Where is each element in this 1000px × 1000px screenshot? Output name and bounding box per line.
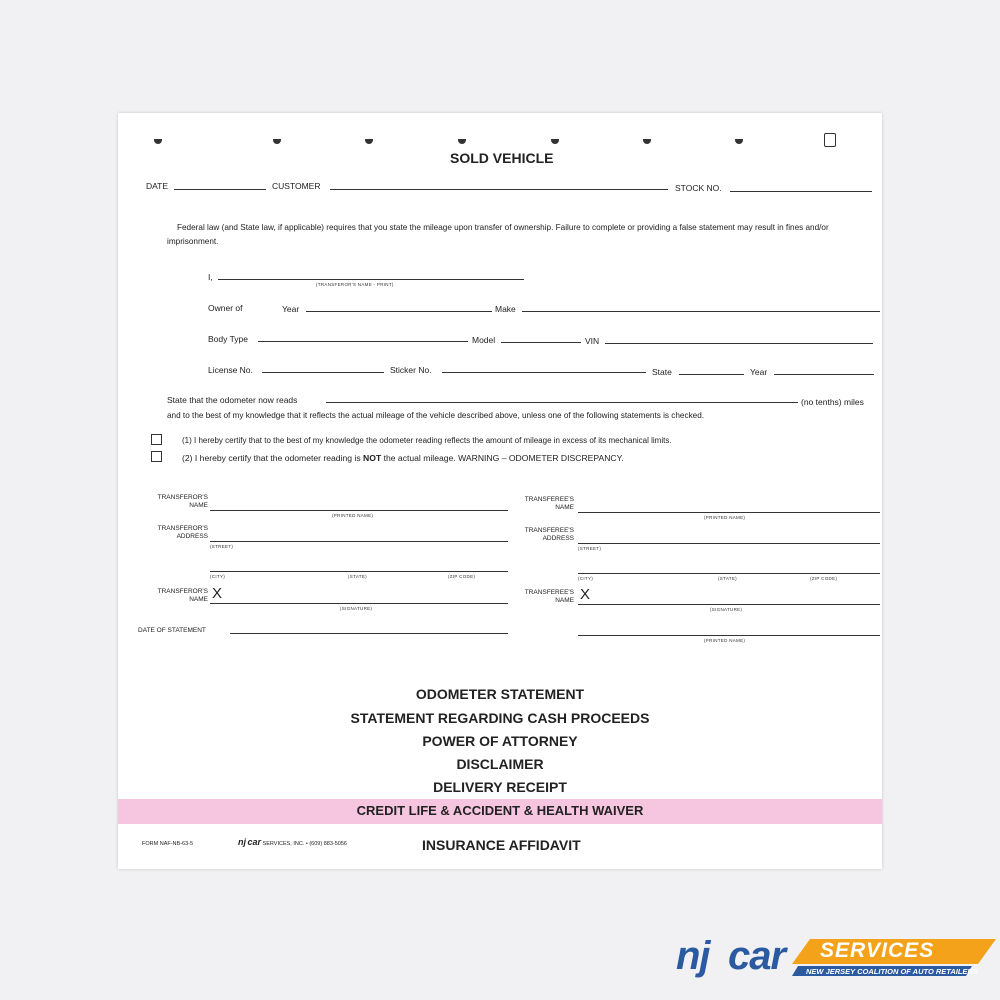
cert2-pre: (2) I hereby certify that the odometer reading is xyxy=(182,453,364,463)
cert2-text xyxy=(182,453,624,463)
vin-label: VIN xyxy=(585,336,600,346)
transferor-addr-l1: TRANSFEROR'S xyxy=(157,525,208,532)
body-type-label: Body Type xyxy=(208,334,249,344)
doc-insurance-affidavit: INSURANCE AFFIDAVIT xyxy=(422,837,581,853)
make-label: Make xyxy=(495,304,516,314)
punch-hole xyxy=(365,139,373,144)
transferor-street-field[interactable] xyxy=(210,541,508,542)
logo-services-text: SERVICES xyxy=(820,939,935,962)
punch-hole xyxy=(458,139,466,144)
state-field[interactable] xyxy=(679,374,744,375)
stock-no-field[interactable] xyxy=(730,191,872,192)
federal-law-notice: Federal law (and State law, if applicable) requires that you state the mileage upon transfer of ownership. Failure to complete or providing a false statement may result in fines and/or imprisonment. xyxy=(167,223,829,246)
state-label: State xyxy=(652,367,672,377)
punch-hole xyxy=(551,139,559,144)
date-of-statement-field[interactable] xyxy=(230,633,508,634)
transferor-signature-field[interactable] xyxy=(210,603,508,604)
doc-cash-proceeds: STATEMENT REGARDING CASH PROCEEDS xyxy=(350,710,650,726)
odometer-reads-label: State that the odometer now reads xyxy=(167,395,298,405)
license-no-label: License No. xyxy=(208,365,253,375)
punch-hole xyxy=(735,139,743,144)
street-caption: (STREET) xyxy=(578,546,602,551)
cert2-bold: NOT xyxy=(363,453,382,463)
sticker-no-field[interactable] xyxy=(442,372,646,373)
transferee-name-l1: TRANSFEREE'S xyxy=(524,496,574,503)
transferee-printed-name-field[interactable] xyxy=(578,635,880,636)
transferee-name-field[interactable] xyxy=(578,512,880,513)
no-tenths-label: (no tenths) miles xyxy=(801,397,864,407)
stock-no-label: STOCK NO. xyxy=(675,183,722,193)
zip-caption: (ZIP CODE) xyxy=(448,574,476,579)
date-label: DATE xyxy=(146,181,169,191)
form-sheet xyxy=(118,113,882,869)
signature-x-mark: X xyxy=(212,585,223,602)
vin-field[interactable] xyxy=(605,343,873,344)
owner-of-label: Owner of xyxy=(208,303,243,313)
transferee-street-field[interactable] xyxy=(578,543,880,544)
transferor-name-l1: TRANSFEROR'S xyxy=(157,494,208,501)
njcar-services-logo xyxy=(672,936,1000,982)
customer-field[interactable] xyxy=(330,189,668,190)
transferee-city-state-zip-field[interactable] xyxy=(578,573,880,574)
year-field[interactable] xyxy=(306,311,492,312)
transferor-address-label xyxy=(130,525,208,541)
punch-hole xyxy=(643,139,651,144)
state-caption: (STATE) xyxy=(348,574,367,579)
transferor-addr-l2: ADDRESS xyxy=(176,533,208,540)
transferee-addr-l1: TRANSFEREE'S xyxy=(524,527,574,534)
transferor-name-l2: NAME xyxy=(189,502,208,509)
logo-tagline: NEW JERSEY COALITION OF AUTO RETAILERS xyxy=(806,967,978,976)
publisher-nj: nj xyxy=(238,837,246,847)
transferor-name-label xyxy=(130,494,208,510)
transferee-name-label xyxy=(494,496,574,512)
transferee-signature-label xyxy=(494,589,574,605)
transferee-signature-field[interactable] xyxy=(578,604,880,605)
transferor-city-state-zip-field[interactable] xyxy=(210,571,508,572)
year2-field[interactable] xyxy=(774,374,874,375)
logo-car-text: car xyxy=(728,934,786,978)
form-number: FORM NAF-NB-63-5 xyxy=(142,841,194,847)
i-prefix: I, xyxy=(208,272,213,282)
license-no-field[interactable] xyxy=(262,372,384,373)
cert1-text: (1) I hereby certify that to the best of my knowledge the odometer reading reflects the amount of mileage in excess of its mechanical limits. xyxy=(182,436,672,445)
doc-odometer-statement: ODOMETER STATEMENT xyxy=(415,686,585,702)
corner-mark-icon xyxy=(824,133,836,147)
logo-nj-text: nj xyxy=(676,934,710,978)
body-type-field[interactable] xyxy=(258,341,468,342)
signature-caption: (SIGNATURE) xyxy=(710,607,743,612)
transferor-sig-l1: TRANSFEROR'S xyxy=(157,588,208,595)
customer-label: CUSTOMER xyxy=(272,181,321,191)
transferor-sig-l2: NAME xyxy=(189,596,208,603)
date-of-statement-label: DATE OF STATEMENT xyxy=(138,627,206,634)
transferor-print-caption: (TRANSFEROR'S NAME - PRINT) xyxy=(316,282,394,287)
punch-hole xyxy=(154,139,162,144)
year2-label: Year xyxy=(750,367,768,377)
doc-delivery-receipt: DELIVERY RECEIPT xyxy=(433,779,567,795)
transferor-name-field[interactable] xyxy=(210,510,508,511)
signature-caption: (SIGNATURE) xyxy=(340,606,373,611)
transferee-addr-l2: ADDRESS xyxy=(542,535,574,542)
form-title: SOLD VEHICLE xyxy=(450,150,554,166)
printed-name-caption: (PRINTED NAME) xyxy=(332,513,374,518)
transferee-sig-l1: TRANSFEREE'S xyxy=(524,589,574,596)
transferee-name-l2: NAME xyxy=(555,504,574,511)
model-field[interactable] xyxy=(501,342,581,343)
form-publisher xyxy=(238,837,347,847)
date-field[interactable] xyxy=(174,189,266,190)
make-field[interactable] xyxy=(522,311,880,312)
knowledge-statement: and to the best of my knowledge that it reflects the actual mileage of the vehicle described above, unless one of the following statements is checked. xyxy=(167,411,705,420)
doc-power-of-attorney: POWER OF ATTORNEY xyxy=(422,733,578,749)
printed-name-caption: (PRINTED NAME) xyxy=(704,638,746,643)
transferee-sig-l2: NAME xyxy=(555,597,574,604)
city-caption: (CITY) xyxy=(578,576,594,581)
sticker-no-label: Sticker No. xyxy=(390,365,432,375)
state-caption: (STATE) xyxy=(718,576,737,581)
transferor-print-field[interactable] xyxy=(218,279,524,280)
punch-hole xyxy=(273,139,281,144)
publisher-car: car xyxy=(247,837,262,847)
year-label: Year xyxy=(282,304,300,314)
city-caption: (CITY) xyxy=(210,574,226,579)
cert2-post: the actual mileage. WARNING – ODOMETER DISCREPANCY. xyxy=(381,453,624,463)
doc-credit-life-waiver: CREDIT LIFE & ACCIDENT & HEALTH WAIVER xyxy=(356,803,644,818)
transferor-signature-label xyxy=(130,588,208,604)
odometer-field[interactable] xyxy=(326,402,798,403)
zip-caption: (ZIP CODE) xyxy=(810,576,838,581)
signature-x-mark: X xyxy=(580,586,591,603)
cert1-checkbox[interactable] xyxy=(151,434,162,445)
printed-name-caption: (PRINTED NAME) xyxy=(704,515,746,520)
publisher-details: SERVICES, INC. • (609) 883-5056 xyxy=(261,841,347,847)
cert2-checkbox[interactable] xyxy=(151,451,162,462)
doc-disclaimer: DISCLAIMER xyxy=(456,756,544,772)
transferee-address-label xyxy=(494,527,574,543)
model-label: Model xyxy=(472,335,496,345)
street-caption: (STREET) xyxy=(210,544,234,549)
